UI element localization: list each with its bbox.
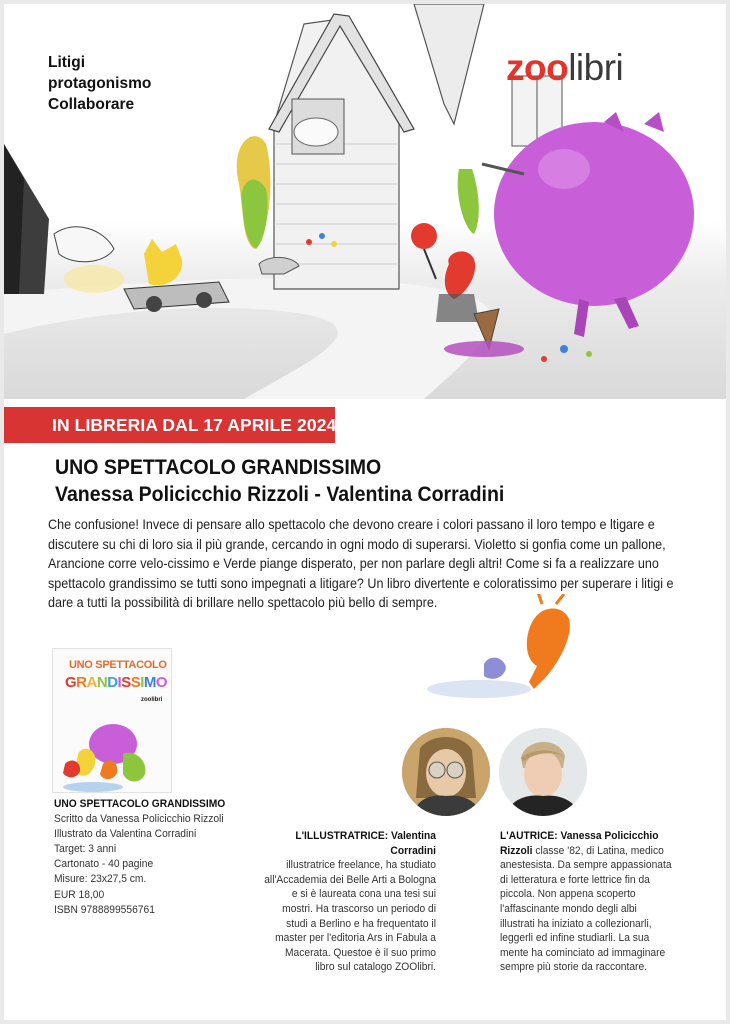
release-banner: IN LIBRERIA DAL 17 APRILE 2024	[4, 407, 335, 443]
book-title: UNO SPETTACOLO GRANDISSIMO	[55, 456, 382, 479]
author-bio-block	[500, 829, 672, 975]
tag-item: Collaborare	[48, 96, 135, 113]
details-line: Target: 3 anni	[54, 843, 117, 856]
cover-title-line1: UNO SPETTACOLO	[69, 659, 167, 671]
zoolibri-logo	[506, 48, 623, 88]
illustrator-bio-block	[264, 829, 436, 975]
details-line: EUR 18,00	[54, 888, 105, 901]
illustrator-label: L'ILLUSTRATRICE: Valentina Corradini	[295, 830, 436, 857]
author-label: L'AUTRICE: Vanessa Policicchio Rizzoli	[500, 830, 659, 857]
illustrator-bio: illustratrice freelance, ha studiato all'Accademia dei Belle Arti a Bologna e si è laureata cona una tesi sui mostri. Ha trascorso un periodo di studi a Berlino e ha frequentato il master per l'editoria Ars in Fabula a Macerata. Questoe è il suo primo libro sul catalogo ZOOlibri.	[264, 859, 436, 974]
details-title: UNO SPETTACOLO GRANDISSIMO	[54, 798, 226, 810]
logo-zoo: zoo	[506, 47, 569, 88]
tag-item: Litigi	[48, 54, 86, 71]
book-cover	[52, 648, 172, 793]
author-bio: classe '82, di Latina, medico anestesista. Da sempre appassionata di letteratura e forte lettrice fin da piccola. Non appena scoperto l'affascinante mondo degli albi illustrati ha iniziato a collezionarli, leggerli ed infine studiarli. La sua mente ha cominciato ad immaginare sempre più storie da raccontare.	[500, 844, 672, 974]
logo-libri: libri	[568, 47, 624, 88]
book-description: Che confusione! Invece di pensare allo spettacolo che devono creare i colori passano il loro tempo e ltigare e discutere su chi di loro sia il più grande, cercando in ogni modo di superarsi. Violetto si gonfia come un pallone, Arancione corre velo-cissimo e Verde piange disperato, per non parlare degli altri! Come si fa a realizzare uno spettacolo grandissimo se tutti sono impegnati a litigare? Un libro divertente e coloratissimo per superare i litigi e dare a tutti la possibilità di brillare nello spettacolo più bello di sempre.	[48, 517, 674, 610]
details-line: ISBN 9788899556761	[54, 903, 155, 916]
hero-illustration	[4, 4, 726, 399]
details-line: Misure: 23x27,5 cm.	[54, 873, 147, 886]
flyer-page	[4, 4, 726, 1020]
details-line: Illustrato da Valentina Corradini	[54, 828, 197, 841]
book-authors: Vanessa Policicchio Rizzoli - Valentina Corradini	[55, 483, 505, 506]
cover-logo: zoolibri	[141, 697, 163, 703]
illustrator-photo	[402, 728, 490, 816]
running-characters-illustration	[424, 594, 584, 704]
details-line: Cartonato - 40 pagine	[54, 858, 154, 871]
topic-tags	[48, 52, 151, 115]
details-line: Scritto da Vanessa Policicchio Rizzoli	[54, 813, 224, 826]
book-details	[54, 797, 225, 918]
cover-illustration	[53, 709, 172, 793]
cover-title-line2: GRANDISSIMO	[65, 674, 168, 691]
author-photo	[499, 728, 587, 816]
tag-item: protagonismo	[48, 75, 152, 92]
